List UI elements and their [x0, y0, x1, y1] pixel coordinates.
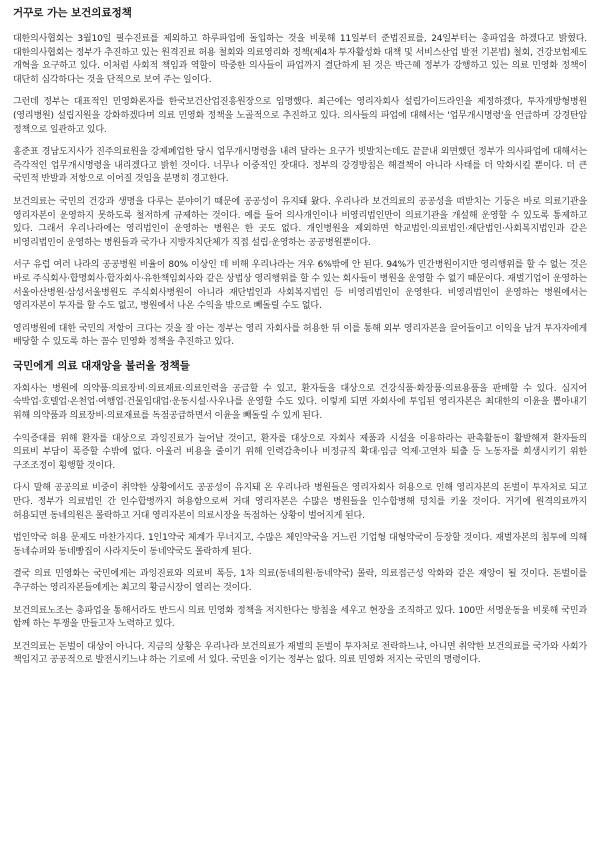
paragraph: 대한의사협회는 3월10일 필수진료를 제외하고 하루파업에 돌입하는 것을 비롯해 11일부터 준법진료를, 24일부터는 총파업을 하겠다고 밝혔다. 대한의사협회는 정부가 추진하고 있는 원격진료 허용 철회와 의료영리화 정책(제4차 투자활성화 대책 및 서비스산업 발전 기본법) 철회, 건강보험제도 개혁을 요구하고 있다. 이처럼 사회적 책임과 역할이 막중한 의사들이 파업까지 결단하게 된 것은 박근혜 정부가 강행하고 있는 의료 민영화 정책이 대단히 심각하다는 것을 단적으로 보여 주는 일이다.: [13, 34, 587, 85]
paragraph: 결국 의료 민영화는 국민에게는 과잉진료와 의료비 폭등, 1차 의료(동네의원·동네약국) 몰락, 의료접근성 악화와 같은 재앙이 될 것이다. 돈벌이를 추구하는 영리자본들에게는 최고의 황금시장이 열리는 것이다.: [13, 569, 587, 593]
paragraph: 보건의료노조는 총파업을 통해서라도 반드시 의료 민영화 정책을 저지한다는 방침을 세우고 현장을 조직하고 있다. 100만 서명운동을 비롯해 국민과 함께 하는 투쟁을 만들고자 노력하고 있다.: [13, 605, 587, 630]
paragraph: 그런데 정부는 대표적인 민영화론자를 한국보건산업진흥원장으로 임명했다. 최근에는 영리자회사 설립가이드라인을 제정하겠다, 투자개방형병원(영리병원) 설립지원을 강화하겠다며 의료 민영화 정책을 노골적으로 추진하고 있다. 의사들의 파업에 대해서는 '업무개시명령'을 언급하며 강경탄압 정책으로 일관하고 있다.: [13, 97, 587, 135]
section-heading-1: 거꾸로 가는 보건의료정책: [13, 7, 132, 19]
paragraph: 서구 유럽 여러 나라의 공공병원 비율이 80% 이상인 데 비해 우리나라는 겨우 6%밖에 안 된다. 94%가 민간병원이지만 영리행위를 할 수 없는 것은 바로 주식회사·합명회사·합자회사·유한책임회사와 같은 상법상 영리행위를 할 수 있는 회사들이 병원을 운영할 수 없기 때문이다. 재벌기업이 운영하는 서울아산병원·삼성서울병원도 주식회사병원이 아니라 재단법인과 사회복지법인 등 비영리법인이 운영한다. 비영리법인이 운영하는 병원에서는 영리자본이 투자를 할 수도 없고, 병원에서 나온 수익을 밖으로 빼돌릴 수도 없다.: [13, 260, 587, 312]
paragraph: 자회사는 병원에 의약품·의료장비·의료재료·의료인력을 공급할 수 있고, 환자들을 대상으로 건강식품·화장품·의료용품을 판매할 수 있다. 심지어 숙박업·호텔업·온천업·여행업·건물임대업·운동시설·사우나를 운영할 수도 있다. 이렇게 되면 자회사에 투입된 영리자본은 최대한의 이윤을 뽑아내기 위해 의약품과 의료장비·의료재료를 독점공급하면서 이윤을 빼돌릴 수 있게 된다.: [13, 383, 587, 422]
paragraph: 다시 말해 공공의료 비중이 취약한 상황에서도 공공성이 유지돼 온 우리나라 병원들은 영리자회사 허용으로 인해 영리자본의 돈벌이 투자처로 되고 만다. 정부가 의료법인 간 인수합병까지 허용함으로써 거대 영리자본은 수많은 병원들을 인수합병해 덩치를 키울 것이다. 거기에 원격의료까지 허용되면 동네의원은 몰락하고 거대 영리자본이 의료시장을 독점하는 상황이 벌어지게 된다.: [13, 483, 587, 521]
paragraph: 영리병원에 대한 국민의 저항이 크다는 것을 잘 아는 정부는 영리 자회사를 허용한 뒤 이를 통해 외부 영리자본을 끌어들이고 이익을 남겨 투자자에게 배당할 수 있도록 하는 꼼수 민영화 정책을 추진하고 있다.: [13, 323, 587, 348]
paragraph: 홍준표 경남도지사가 진주의료원을 강제폐업한 당시 업무개시명령을 내려 달라는 요구가 빗발치는데도 끝끝내 외면했던 정부가 의사파업에 대해서는 즉각적인 업무개시명령을 내리겠다고 밝힌 것이다. 너무나 이중적인 잣대다. 정부의 강경방침은 해결책이 아니라 사태를 더 악화시킬 뿐이다. 더 큰 국민적 반발과 저항으로 이어질 것임을 분명히 경고한다.: [13, 147, 587, 185]
section-heading-2: 국민에게 의료 대재앙을 불러올 정책들: [13, 359, 190, 372]
paragraph: 수익증대를 위해 환자를 대상으로 과잉진료가 늘어날 것이고, 환자를 대상으로 자회사 제품과 시설을 이용하라는 판촉활동이 활발해져 환자들의 의료비 부담이 폭증할 수밖에 없다. 아울러 비용을 줄이기 위해 인력감축이나 비정규직 확대·임금 억제·고연차 퇴출 등 노동자를 희생시키기 위한 구조조정이 횡행할 것이다.: [13, 433, 587, 471]
paragraph: 보건의료는 돈벌이 대상이 아니다. 지금의 상황은 우리나라 보건의료가 재벌의 돈벌이 투자처로 전락하느냐, 아니면 취약한 보건의료를 국가와 사회가 책임지고 공공적으로 발전시키느냐 하는 기로에 서 있다. 국민을 이기는 정부는 없다. 의료 민영화 저지는 국민의 명령이다.: [13, 641, 587, 666]
paragraph: 보건의료는 국민의 건강과 생명을 다루는 분야이기 때문에 공공성이 유지돼 왔다. 우리나라 보건의료의 공공성을 떠받치는 기둥은 바로 의료기관을 영리자본이 운영하지 못하도록 철저하게 규제하는 것이다. 예를 들어 의사개인이나 비영리법인만이 의료기관을 개설해 운영할 수 있도록 통제하고 있다. 그래서 우리나라에는 영리법인이 운영하는 병원은 한 곳도 없다. 개인병원을 제외하면 학교법인·의료법인·재단법인·사회복지법인과 같은 비영리법인이 운영하는 병원들과 국가나 지방자치단체가 직접 설립·운영하는 공공병원뿐이다.: [13, 196, 587, 248]
paragraph: 법인약국 허용 문제도 마찬가지다. 1인1약국 체계가 무너지고, 수많은 체인약국을 거느린 기업형 대형약국이 등장할 것이다. 재벌자본의 침투에 의해 동네슈퍼와 동네빵집이 사라지듯이 동네약국도 몰락하게 된다.: [13, 533, 587, 557]
